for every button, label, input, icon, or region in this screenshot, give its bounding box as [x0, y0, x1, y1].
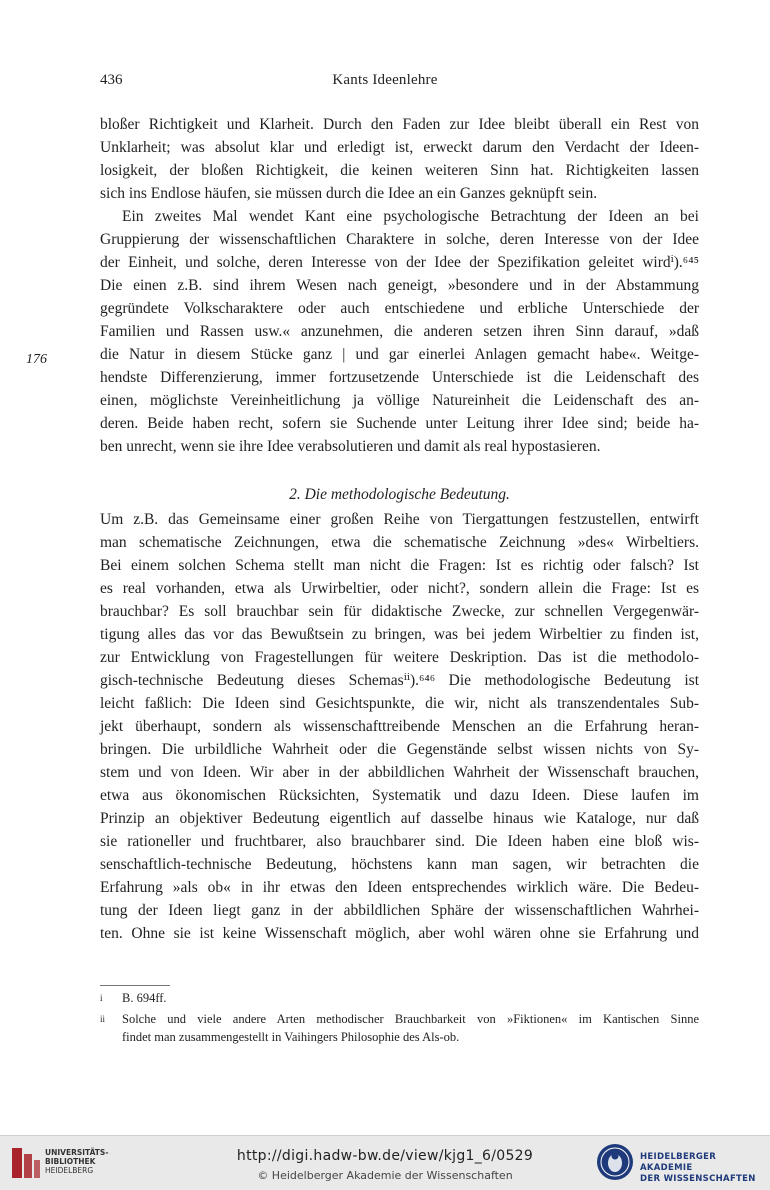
text-line: die Natur in diesem Stücke ganz | und gar einerlei Anlagen gemacht habe«. Weitge-	[100, 346, 699, 363]
text-line: Gruppierung der wissenschaftlichen Charaktere in solche, deren Interesse von der Idee	[100, 231, 699, 248]
text-line: sich ins Endlose häufen, sie müssen durch die Idee an ein Ganzes geknüpft sein.	[100, 185, 598, 202]
text-line: sie rationeller und fruchtbarer, also brauchbarer sind. Die Ideen haben eine bloß wis-	[100, 833, 699, 850]
text-line: Prinzip an objektiver Bedeutung eigentlich auf dasselbe hinaus wie Kataloge, nur daß	[100, 810, 699, 827]
running-title: Kants Ideenlehre	[332, 72, 438, 88]
margin-page-reference: 176	[26, 352, 47, 367]
text-line: Die einen z.B. sind ihrem Wesen nach geneigt, »besondere und in der Abstammung	[100, 277, 699, 294]
footnote-rule	[100, 985, 170, 986]
academy-name-line2: DER WISSENSCHAFTEN	[640, 1174, 756, 1184]
footnote-mark: ii	[100, 1014, 106, 1024]
text-line: Familien und Rassen usw.« anzunehmen, die anderen setzen ihren Sinn darauf, »daß	[100, 323, 699, 340]
text-line: leicht faßlich: Die Ideen sind Gesichtspunkte, die wir, nicht als transzendentales Sub-	[100, 695, 699, 712]
text-line: Erfahrung »als ob« in ihr etwas den Ideen entsprechendes wirklich wäre. Die Bedeu-	[100, 879, 699, 896]
footnote-line: B. 694ff.	[122, 991, 167, 1005]
text-line: Um z.B. das Gemeinsame einer großen Reihe von Tiergattungen festzustellen, entwirft	[100, 511, 699, 528]
text-line: es real vorhanden, etwa als Urwirbeltier, oder nicht?, sondern allein die Frage: Ist es	[100, 580, 699, 597]
text-line: zur Entwicklung von Fragestellungen für weitere Deskription. Das ist die methodolo-	[100, 649, 699, 666]
text-line: jekt überhaupt, sondern als wissenschafttreibende Menschen an die Erfahrung heran-	[100, 718, 699, 735]
library-name-line1: UNIVERSITÄTS-	[45, 1148, 109, 1157]
page-number: 436	[100, 72, 123, 88]
text-line: Ein zweites Mal wendet Kant eine psychologische Betrachtung der Ideen an bei	[122, 208, 699, 225]
footer-bar	[0, 1135, 770, 1190]
text-line: gisch-technische Bedeutung dieses Schemasⁱⁱ).⁶⁴⁶ Die methodologische Bedeutung ist	[100, 672, 699, 689]
text-line: man schematische Zeichnungen, etwa die schematische Zeichnung »des« Wirbeltiers.	[100, 534, 699, 551]
text-line: tung der Ideen liegt ganz in der abbildlichen Sphäre der wissenschaftlichen Wahrhei-	[100, 902, 699, 919]
footnote-mark: i	[100, 993, 103, 1003]
permalink-url[interactable]: http://digi.hadw-bw.de/view/kjg1_6/0529	[236, 1148, 534, 1164]
footnote-line: Solche und viele andere Arten methodischer Brauchbarkeit von »Fiktionen« im Kantischen Sinne	[122, 1012, 699, 1026]
text-line: gegründete Volkscharaktere oder auch entschiedene und erbliche Unterschiede der	[100, 300, 699, 317]
academy-seal-icon	[596, 1143, 634, 1181]
text-line: losigkeit, der bloßen Richtigkeit, die keinen weiteren Sinn hat. Richtigkeiten lassen	[100, 162, 699, 179]
text-line: ben unrecht, wenn sie ihre Idee verabsolutieren und damit als real hypostasieren.	[100, 438, 601, 455]
copyright-notice: © Heidelberger Akademie der Wissenschaften	[257, 1169, 513, 1182]
text-line: hendste Differenzierung, immer fortzusetzende Unterschiede ist die Leidenschaft des	[100, 369, 699, 386]
text-line: etwa aus ökonomischen Rücksichten, Systematik und dazu Ideen. Diese laufen im	[100, 787, 699, 804]
text-line: Unklarheit; was absolut klar und erledigt ist, erweckt darum den Verdacht der Ideen-	[100, 139, 699, 156]
academy-name-line1: HEIDELBERGER AKADEMIE	[640, 1152, 717, 1173]
text-line: deren. Beide haben recht, sofern sie Suchende unter Leitung ihrer Idee sind; beide ha-	[100, 415, 699, 432]
library-city: HEIDELBERG	[45, 1166, 94, 1175]
text-line: der Einheit, und solche, deren Interesse von der Idee der Spezifikation geleitet wirdⁱ).⁶⁴⁵	[100, 254, 699, 271]
academy-name	[640, 1152, 770, 1185]
text-line: bringen. Die urbildliche Wahrheit oder die Gegenstände selbst wissen nichts von Sy-	[100, 741, 699, 758]
text-line: tigung alles das vor das Bewußtsein zu bringen, was bei jedem Wirbeltier zu finden ist,	[100, 626, 699, 643]
section-heading: 2. Die methodologische Bedeutung.	[289, 486, 510, 503]
text-line: Bei einem solchen Schema stellt man nicht die Fragen: Ist es richtig oder falsch? Ist	[100, 557, 699, 574]
text-line: einen, möglichste Vereinheitlichung ja völlige Natureinheit die Leidenschaft des an-	[100, 392, 699, 409]
text-line: brauchbar? Es soll brauchbar sein für didaktische Zwecke, zur schnellen Vergegenwär-	[100, 603, 699, 620]
footnote-line: findet man zusammengestellt in Vaihingers Philosophie des Als-ob.	[122, 1030, 460, 1044]
library-name-line2: BIBLIOTHEK	[45, 1157, 96, 1166]
text-line: ten. Ohne sie ist keine Wissenschaft möglich, aber wohl wären ohne sie Erfahrung und	[100, 925, 699, 942]
text-line: senschaftlich-technische Bedeutung, höchstens kann man sagen, wir betrachten die	[100, 856, 699, 873]
text-line: bloßer Richtigkeit und Klarheit. Durch den Faden zur Idee bleibt überall ein Rest von	[100, 116, 699, 133]
text-line: stem und von Ideen. Wir aber in der abbildlichen Wahrheit der Wissenschaft brauchen,	[100, 764, 699, 781]
